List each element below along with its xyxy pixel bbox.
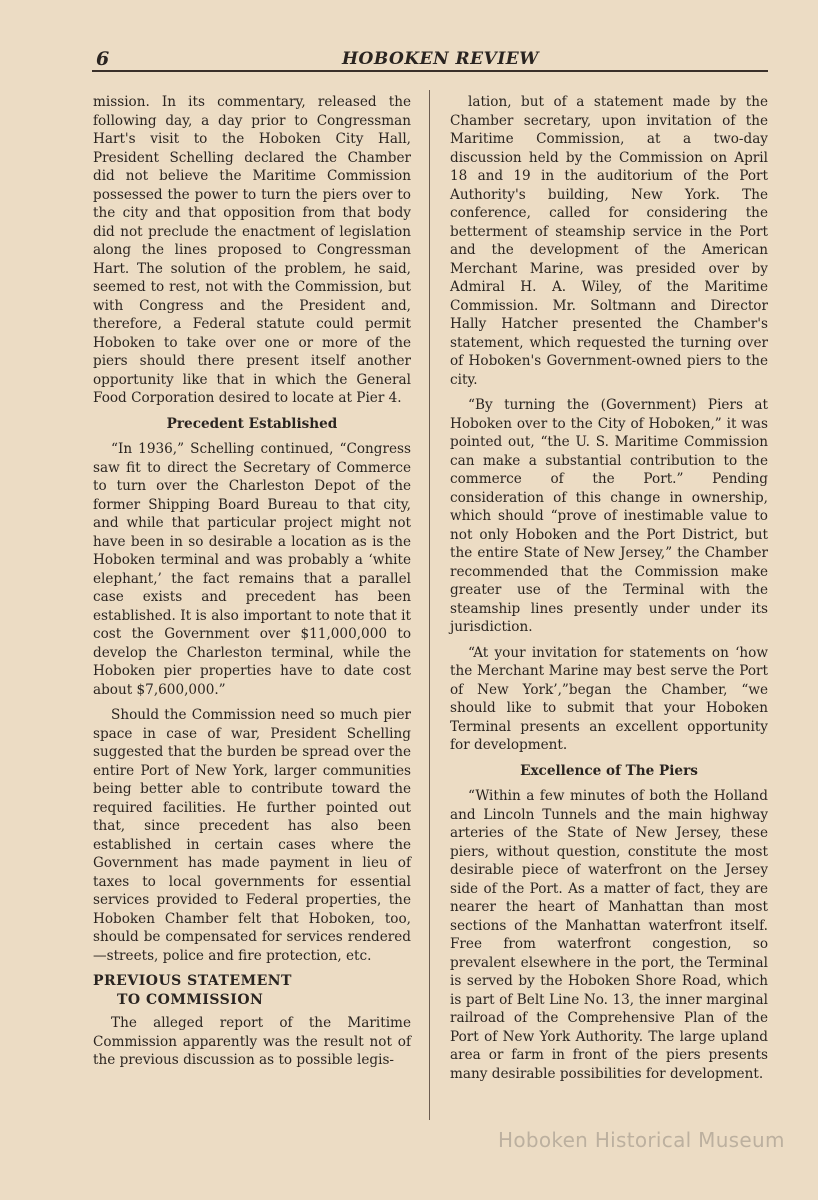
right-paragraph-3: “At your invitation for statements on ‘how the Merchant Marine may best serve the Port of New York’,”began the Chamber, “we should like to submit that your Hoboken Terminal presents an excellent opportunity for development. — [450, 644, 768, 753]
right-column — [450, 93, 768, 1090]
museum-watermark: Hoboken Historical Museum — [498, 1128, 785, 1152]
column-divider — [429, 90, 430, 1120]
right-paragraph-4: “Within a few minutes of both the Holland and Lincoln Tunnels and the main highway arteries of the State of New Jersey, these piers, without question, constitute the most desirable piece of waterfront on the Jersey side of the Port. As a matter of fact, they are nearer the heart of Manhattan than most sections of the Manhattan waterfront itself. Free from waterfront congestion, so prevalent elsewhere in the port, the Terminal is served by the Hoboken Shore Road, which is part of Belt Line No. 13, the inner marginal railroad of the Comprehensive Plan of the Port of New York Authority. The large upland area or farm in front of the piers presents many desirable possibilities for development. — [450, 788, 768, 1082]
page-header — [92, 46, 768, 72]
right-paragraph-1: lation, but of a statement made by the Chamber secretary, upon invitation of the Maritime Commission, at a two-day discussion held by the Commission on April 18 and 19 in the auditorium of the Port Authority's building, New York. The conference, called for considering the betterment of steamship service in the Port and the development of the American Merchant Marine, was presided over by Admiral H. A. Wiley, of the Maritime Commission. Mr. Soltmann and Director Hally Hatcher presented the Chamber's statement, which requested the turning over of Hoboken's Government-owned piers to the city. — [450, 94, 768, 388]
left-paragraph-3: Should the Commission need so much pier space in case of war, President Schelling suggested that the burden be spread over the entire Port of New York, larger communities being better able to contribute toward the required facilities. He further pointed out that, since precedent has also been established in certain cases where the Government has made payment in lieu of taxes to local governments for essential services provided to Federal properties, the Hoboken Chamber felt that Hoboken, too, should be compensated for services rendered—streets, police and fire protection, etc. — [93, 707, 411, 964]
right-paragraph-2: “By turning the (Government) Piers at Hoboken over to the City of Hoboken,” it was pointed out, “the U. S. Maritime Commission can make a substantial contribution to the commerce of the Port.” Pending consideration of this change in ownership, which should “prove of inestimable value to not only Hoboken and the Port District, but the entire State of New Jersey,” the Chamber recommended that the Commission make greater use of the Terminal with the steamship lines presently under under its jurisdiction. — [450, 397, 768, 635]
left-paragraph-1: mission. In its commentary, released the following day, a day prior to Congressman Hart's visit to the Hoboken City Hall, President Schelling declared the Chamber did not believe the Maritime Commission possessed the power to turn the piers over to the city and that opposition from that body did not preclude the enactment of legislation along the lines proposed to Congressman Hart. The solution of the problem, he said, seemed to rest, not with the Commission, but with Congress and the President and, therefore, a Federal statute could permit Hoboken to take over one or more of the piers should there present itself another opportunity like that in which the General Food Corporation desired to locate at Pier 4. — [93, 94, 411, 406]
subhead-excellence-of-the-piers: Excellence of The Piers — [520, 762, 698, 779]
left-column — [93, 93, 411, 1077]
subhead-previous-statement — [93, 972, 411, 1010]
subhead-precedent-established: Precedent Established — [166, 415, 338, 432]
left-paragraph-4: The alleged report of the Maritime Commission apparently was the result not of the previous discussion as to possible legis- — [93, 1015, 411, 1068]
page-number: 6 — [96, 48, 110, 70]
subhead-previous-statement-line-1: PREVIOUS STATEMENT — [93, 973, 292, 989]
journal-title: HOBOKEN REVIEW — [342, 49, 539, 69]
subhead-previous-statement-line-2: TO COMMISSION — [117, 992, 264, 1008]
left-paragraph-2: “In 1936,” Schelling continued, “Congress saw fit to direct the Secretary of Commerce to turn over the Charleston Depot of the former Shipping Board Bureau to that city, and while that particular project might not have been in so desirable a location as is the Hoboken terminal and was probably a ‘white elephant,’ the fact remains that a parallel case exists and precedent has been established. It is also important to note that it cost the Government over $11,000,000 to develop the Charleston terminal, while the Hoboken pier properties have to date cost about $7,600,000.” — [93, 441, 411, 698]
